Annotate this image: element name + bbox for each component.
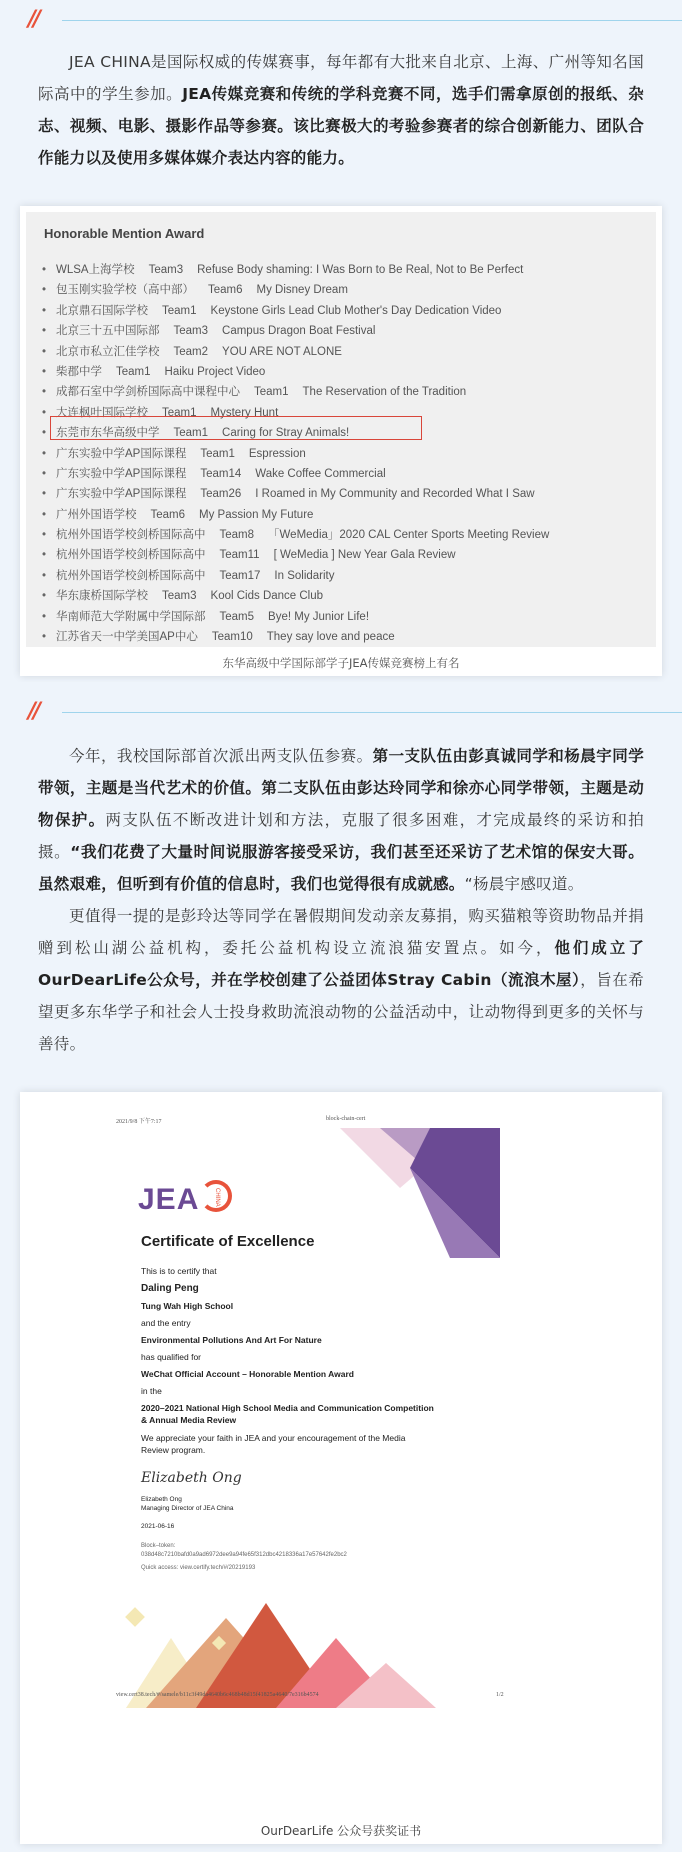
- bullet-icon: •: [42, 365, 47, 378]
- award-entry: [42, 566, 549, 586]
- story-p2-segment: ，旨在希望更多东华学子和社会人士投身救助流浪动物的公益活动中，让动物得到更多的关怀与善待。: [38, 971, 645, 1053]
- bullet-icon: •: [42, 325, 47, 338]
- bullet-icon: •: [42, 590, 47, 603]
- bullet-icon: •: [42, 427, 47, 440]
- award-work: Campus Dragon Boat Festival: [222, 325, 376, 338]
- award-work: Mystery Hunt: [210, 406, 279, 419]
- bullet-icon: •: [42, 631, 47, 644]
- award-entry: [42, 505, 549, 525]
- award-school: 华东康桥国际学校: [56, 590, 148, 603]
- award-school: 柴郡中学: [56, 365, 102, 378]
- cert-signer-name: Elizabeth Ong: [141, 1496, 182, 1503]
- jea-logo-text: JEA: [138, 1183, 200, 1216]
- intro-paragraph: [38, 46, 644, 174]
- cert-award: WeChat Official Account – Honorable Mention Award: [141, 1369, 354, 1379]
- award-entry: [42, 260, 549, 280]
- award-school: 大连枫叶国际学校: [56, 406, 148, 419]
- cert-signature: Elizabeth Ong: [141, 1470, 242, 1486]
- cert-token-label: Block–token:: [141, 1543, 176, 1549]
- award-entry: [42, 444, 549, 464]
- cert-in-the: in the: [141, 1386, 162, 1396]
- story-p1-segment: “我们花费了大量时间说服游客接受采访，我们甚至还采访了艺术馆的保安大哥。虽然艰难，但听到有价值的信息时，我们也觉得很有成就感。: [38, 843, 644, 893]
- certificate-sheet: [26, 1098, 656, 1803]
- award-work: I Roamed in My Community and Recorded What I Saw: [255, 488, 535, 501]
- bullet-icon: •: [42, 406, 47, 419]
- bullet-icon: •: [42, 447, 47, 460]
- story-paragraph-1: [38, 740, 644, 900]
- award-work: My Disney Dream: [256, 284, 348, 297]
- award-team: Team1: [162, 406, 197, 419]
- award-entry: [42, 525, 550, 545]
- story-paragraphs: [38, 740, 644, 1060]
- award-entry: [42, 342, 549, 362]
- award-school: 广东实验中学AP国际课程: [56, 447, 187, 460]
- cert-school: Tung Wah High School: [141, 1301, 234, 1311]
- intro-panel: [0, 0, 682, 196]
- bullet-icon: •: [42, 569, 47, 582]
- story-panel: [0, 682, 682, 1086]
- bullet-icon: •: [42, 264, 47, 276]
- award-team: Team14: [200, 467, 242, 480]
- bullet-icon: •: [42, 610, 47, 623]
- award-entry: [42, 484, 549, 504]
- award-school: 杭州外国语学校剑桥国际高中: [56, 569, 206, 582]
- award-entry: [42, 321, 549, 341]
- section-divider: [28, 7, 682, 32]
- award-list-box: [26, 212, 656, 647]
- divider-line: [62, 20, 682, 21]
- cert-top-decoration: [340, 1128, 580, 1278]
- cert-print-time: 2021/9/8 下午7:17: [116, 1119, 162, 1125]
- award-school: 成都石室中学剑桥国际高中课程中心: [56, 386, 240, 399]
- award-team: Team2: [173, 345, 209, 358]
- award-team: Team17: [219, 569, 261, 582]
- highlight-box: [50, 416, 422, 440]
- cert-footer-page: 1/2: [496, 1692, 504, 1698]
- award-work: The Reservation of the Tradition: [302, 386, 467, 399]
- bullet-icon: •: [42, 304, 47, 317]
- award-work: Haiku Project Video: [164, 365, 266, 378]
- award-team: Team1: [200, 447, 235, 460]
- award-school: 华南师范大学附属中学国际部: [56, 610, 206, 623]
- cert-date: 2021-06-16: [141, 1523, 175, 1530]
- award-team: Team3: [162, 590, 197, 603]
- award-entry: [42, 607, 549, 627]
- story-p1-segment: “杨晨宇感叹道。: [464, 875, 584, 893]
- certificate-panel: [0, 1086, 682, 1852]
- bullet-icon: •: [42, 284, 47, 297]
- award-school: 广州外国语学校: [56, 508, 137, 521]
- award-school: WLSA上海学校: [56, 264, 135, 276]
- double-slash-icon: //: [28, 7, 39, 32]
- story-p2-segment: 更值得一提的是彭玲达等同学在暑假期间发动亲友募捐，购买猫粮等资助物品并捐赠到松山湖公益机构，委托公益机构设立流浪猫安置点。如今，: [38, 907, 644, 957]
- award-work: Kool Cids Dance Club: [210, 590, 324, 603]
- award-team: Team3: [173, 325, 209, 338]
- award-team: Team1: [116, 365, 151, 378]
- award-list-panel: [0, 196, 682, 682]
- award-work: In Solidarity: [274, 569, 335, 582]
- story-p2-segment: 他们成立了OurDearLife公众号，并在学校创建了公益团体Stray Cabin（流浪木屋）: [38, 939, 644, 989]
- cert-competition-line2: & Annual Media Review: [141, 1415, 237, 1425]
- cert-signer-title: Managing Director of JEA China: [141, 1505, 234, 1512]
- award-team: Team1: [162, 304, 197, 317]
- bullet-icon: •: [42, 467, 47, 480]
- award-work: Keystone Girls Lead Club Mother's Day Dedication Video: [210, 304, 502, 317]
- award-team: Team1: [173, 427, 209, 440]
- award-team: Team1: [254, 386, 289, 399]
- bullet-icon: •: [42, 386, 47, 399]
- award-team: Team6: [208, 284, 243, 297]
- intro-segments-segment: JEA CHINA是国际权威的传媒赛事，每年都有大批来自北京、上海、广州等知名国际高中的学生参加。: [38, 53, 644, 103]
- award-school: 杭州外国语学校剑桥国际高中: [56, 549, 206, 562]
- award-list-title: Honorable Mention Award: [44, 226, 205, 241]
- award-work: Caring for Stray Animals!: [222, 427, 350, 440]
- award-list-image: [20, 206, 662, 676]
- award-entry: [42, 545, 549, 565]
- cert-quick-access: Quick access: view.certify.tech/#/20219193: [141, 1565, 256, 1571]
- bullet-icon: •: [42, 488, 47, 501]
- cert-heading: Certificate of Excellence: [141, 1233, 315, 1250]
- award-school: 江苏省天一中学美国AP中心: [56, 631, 198, 644]
- cert-appreciation-line2: Review program.: [141, 1445, 206, 1455]
- section-divider: [28, 699, 682, 724]
- award-team: Team8: [219, 529, 255, 542]
- award-team: Team11: [219, 549, 260, 562]
- award-entry: [42, 280, 549, 300]
- certificate-caption: OurDearLife 公众号获奖证书: [260, 1824, 422, 1838]
- award-work: YOU ARE NOT ALONE: [222, 345, 342, 358]
- cert-entry: Environmental Pollutions And Art For Nature: [141, 1335, 322, 1345]
- award-work: Wake Coffee Commercial: [255, 467, 386, 480]
- bullet-icon: •: [42, 508, 47, 521]
- story-paragraph-2: [38, 900, 644, 1060]
- cert-qualified: has qualified for: [141, 1352, 202, 1362]
- cert-and-entry: and the entry: [141, 1318, 191, 1328]
- award-school: 北京市私立汇佳学校: [56, 345, 160, 358]
- story-p1-segment: 两支队伍不断改进计划和方法，克服了很多困难，才完成最终的采访和拍摄。: [38, 811, 644, 861]
- award-work: They say love and peace: [266, 631, 395, 644]
- bullet-icon: •: [42, 549, 47, 562]
- award-team: Team3: [148, 264, 184, 276]
- jea-logo: [138, 1180, 232, 1217]
- award-school: 广东实验中学AP国际课程: [56, 488, 187, 501]
- double-slash-icon: //: [28, 699, 39, 724]
- award-team: Team6: [150, 508, 186, 521]
- cert-competition-line1: 2020–2021 National High School Media and Communication Competition: [141, 1403, 434, 1413]
- award-caption: 东华高级中学国际部学子JEA传媒竞赛榜上有名: [222, 656, 460, 670]
- award-entry: [42, 586, 549, 606]
- award-work: My Passion My Future: [199, 508, 314, 521]
- cert-appreciation-line1: We appreciate your faith in JEA and your encouragement of the Media: [141, 1433, 406, 1443]
- award-entry: [42, 464, 549, 484]
- award-team: Team26: [200, 488, 242, 501]
- bullet-icon: •: [42, 529, 47, 542]
- story-p1-segment: 今年，我校国际部首次派出两支队伍参赛。: [69, 747, 373, 765]
- bullet-icon: •: [42, 345, 47, 358]
- award-work: Espression: [248, 447, 306, 460]
- award-work: Bye! My Junior Life!: [268, 610, 370, 623]
- cert-footer-url: view.cert38.tech/#/samele/b11c3f49da4640b6c468b48d15f41825a4640/7e316b4574: [116, 1692, 319, 1698]
- divider-line: [62, 712, 682, 713]
- cert-print-title: block-chain-cert: [326, 1116, 366, 1122]
- award-school: 包玉刚实验学校（高中部）: [56, 284, 194, 297]
- award-school: 北京三十五中国际部: [56, 325, 160, 338]
- award-work: [ WeMedia ] New Year Gala Review: [273, 549, 456, 562]
- jea-logo-sub: CHINA: [214, 1188, 220, 1207]
- award-school: 北京鼎石国际学校: [56, 304, 148, 317]
- award-school: 广东实验中学AP国际课程: [56, 467, 187, 480]
- award-school: 杭州外国语学校剑桥国际高中: [56, 529, 206, 542]
- award-entries: [42, 260, 550, 647]
- intro-segments-segment: JEA传媒竞赛和传统的学科竞赛不同，选手们需拿原创的报纸、杂志、视频、电影、摄影作品等参赛。该比赛极大的考验参赛者的综合创新能力、团队合作能力以及使用多媒体媒介表达内容的能力。: [38, 85, 644, 167]
- award-team: Team5: [219, 610, 255, 623]
- award-school: 东莞市东华高级中学: [56, 427, 160, 440]
- award-work: Refuse Body shaming: I Was Born to Be Real, Not to Be Perfect: [197, 264, 524, 276]
- award-work: 「WeMedia」2020 CAL Center Sports Meeting Review: [268, 529, 550, 542]
- award-entry: [42, 301, 549, 321]
- cert-line1: This is to certify that: [141, 1266, 217, 1276]
- award-entry: [42, 362, 549, 382]
- story-p1-segment: 第一支队伍由彭真诚同学和杨晨宇同学带领，主题是当代艺术的价值。第二支队伍由彭达玲同学和徐亦心同学带领，主题是动物保护。: [38, 747, 644, 829]
- certificate-image: [20, 1092, 662, 1844]
- cert-token: 038d48c7210bafd0a9ad6972dee9a94fe65f312dbc4218336a17e57642fe2bc2: [141, 1552, 347, 1558]
- award-team: Team10: [211, 631, 253, 644]
- cert-recipient-name: Daling Peng: [141, 1283, 199, 1294]
- award-entry: [42, 382, 549, 402]
- award-entry: [42, 627, 549, 647]
